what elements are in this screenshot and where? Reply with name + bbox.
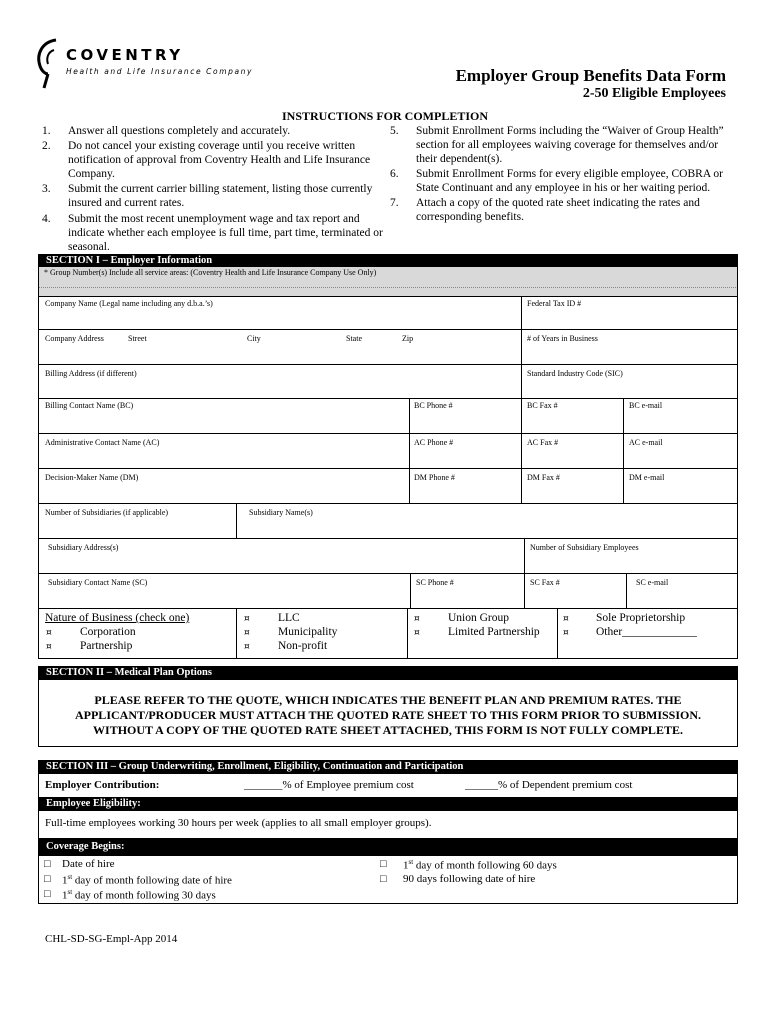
employee-eligibility-header: Employee Eligibility: <box>38 797 738 811</box>
corporation-checkbox[interactable]: ¤ <box>46 628 52 638</box>
instruction-text: Submit the current carrier billing statement, listing those currently <box>68 183 373 195</box>
first-day-following-30-label: 1st day of month following 30 days <box>62 888 216 902</box>
instruction-text: seasonal. <box>68 241 110 253</box>
row-divider <box>38 398 738 399</box>
row-divider <box>38 746 738 747</box>
years-in-business-field[interactable]: # of Years in Business <box>527 334 598 343</box>
instruction-number: 7. <box>390 197 399 209</box>
column-divider <box>236 503 237 538</box>
row-divider <box>38 433 738 434</box>
notice-line: PLEASE REFER TO THE QUOTE, WHICH INDICATES THE BENEFIT PLAN AND PREMIUM RATES. THE <box>94 693 682 707</box>
limited-partnership-label: Limited Partnership <box>448 626 540 638</box>
billing-address-field[interactable]: Billing Address (if different) <box>45 369 137 378</box>
form-title: Employer Group Benefits Data Form <box>455 66 726 85</box>
nonprofit-label: Non-profit <box>278 640 328 652</box>
first-day-following-60-label: 1st day of month following 60 days <box>403 858 557 872</box>
group-number-field[interactable] <box>38 267 738 297</box>
instruction-text: notification of approval from Coventry Health and Life Insurance <box>68 154 371 166</box>
instruction-text: Do not cancel your existing coverage until you receive written <box>68 140 356 152</box>
first-day-following-hire-checkbox[interactable]: □ <box>44 873 51 885</box>
instruction-text: Submit Enrollment Forms including the “Waiver of Group Health” <box>416 125 724 137</box>
company-name-field[interactable]: Company Name (Legal name including any d.b.a.’s) <box>45 299 213 308</box>
instruction-text: their dependent(s). <box>416 153 503 165</box>
instruction-text: section for all employees waiving coverage for themselves and/or <box>416 139 719 151</box>
column-divider <box>626 573 627 608</box>
street-label: Street <box>128 334 147 343</box>
nonprofit-checkbox[interactable]: ¤ <box>244 642 250 652</box>
limited-partnership-checkbox[interactable]: ¤ <box>414 628 420 638</box>
ac-phone-field[interactable]: AC Phone # <box>414 438 454 447</box>
company-logo-tagline: Health and Life Insurance Company <box>66 67 254 76</box>
instruction-text: Submit Enrollment Forms for every eligible employee, COBRA or <box>416 168 723 180</box>
column-divider <box>521 398 522 503</box>
other-checkbox[interactable]: ¤ <box>563 628 569 638</box>
section-1-header: SECTION I – Employer Information <box>38 254 738 268</box>
row-divider <box>38 538 738 539</box>
first-day-following-hire-label: 1st day of month following date of hire <box>62 873 232 887</box>
row-divider <box>38 503 738 504</box>
instruction-text: Attach a copy of the quoted rate sheet indicating the rates and <box>416 197 700 209</box>
table-border-left <box>38 254 39 659</box>
bc-email-field[interactable]: BC e-mail <box>629 401 663 410</box>
dependent-premium-field[interactable]: ______% of Dependent premium cost <box>465 779 633 791</box>
instructions-left-column <box>42 124 402 254</box>
subsidiary-contact-field[interactable]: Subsidiary Contact Name (SC) <box>48 578 148 587</box>
first-day-following-60-checkbox[interactable]: □ <box>380 858 387 870</box>
dm-phone-field[interactable]: DM Phone # <box>414 473 455 482</box>
num-subsidiaries-field[interactable]: Number of Subsidiaries (if applicable) <box>45 508 169 517</box>
instructions-right-column <box>390 124 735 234</box>
llc-label: LLC <box>278 612 300 624</box>
rate-sheet-notice <box>38 693 738 738</box>
bc-phone-field[interactable]: BC Phone # <box>414 401 453 410</box>
instruction-number: 5. <box>390 125 399 137</box>
column-divider <box>623 398 624 503</box>
row-divider <box>38 903 738 904</box>
instruction-text: Company. <box>68 168 115 180</box>
column-divider <box>521 297 522 398</box>
municipality-label: Municipality <box>278 626 338 638</box>
first-day-following-30-checkbox[interactable]: □ <box>44 888 51 900</box>
sc-fax-field[interactable]: SC Fax # <box>530 578 560 587</box>
dm-email-field[interactable]: DM e-mail <box>629 473 665 482</box>
corporation-label: Corporation <box>80 626 136 638</box>
sic-field[interactable]: Standard Industry Code (SIC) <box>527 369 623 378</box>
municipality-checkbox[interactable]: ¤ <box>244 628 250 638</box>
instruction-number: 2. <box>42 140 51 152</box>
date-of-hire-label: Date of hire <box>62 858 115 870</box>
instruction-text: State Continuant and any employee in his or her waiting period. <box>416 182 711 194</box>
column-divider <box>407 608 408 658</box>
instruction-number: 6. <box>390 168 399 180</box>
ninety-days-label: 90 days following date of hire <box>403 873 536 885</box>
admin-contact-field[interactable]: Administrative Contact Name (AC) <box>45 438 160 447</box>
ninety-days-checkbox[interactable]: □ <box>380 873 387 885</box>
partnership-checkbox[interactable]: ¤ <box>46 642 52 652</box>
employer-contribution-label: Employer Contribution: <box>45 779 160 791</box>
form-code: CHL-SD-SG-Empl-App 2014 <box>45 933 178 945</box>
employee-premium-field[interactable]: _______% of Employee premium cost <box>244 779 414 791</box>
company-logo-name: COVENTRY <box>66 46 184 64</box>
sole-proprietorship-checkbox[interactable]: ¤ <box>563 614 569 624</box>
subsidiary-employees-field[interactable]: Number of Subsidiary Employees <box>530 543 639 552</box>
column-divider <box>557 608 558 658</box>
subsidiary-address-field[interactable]: Subsidiary Address(s) <box>48 543 119 552</box>
instruction-text: Answer all questions completely and accurately. <box>68 125 291 137</box>
sc-phone-field[interactable]: SC Phone # <box>416 578 454 587</box>
sole-proprietorship-label: Sole Proprietorship <box>596 612 686 624</box>
eligibility-text: Full-time employees working 30 hours per week (applies to all small employer groups). <box>45 817 432 829</box>
row-divider <box>38 573 738 574</box>
coventry-logo-icon <box>34 36 62 90</box>
table-border-right <box>737 254 738 659</box>
coverage-begins-header: Coverage Begins: <box>38 838 738 856</box>
state-label: State <box>346 334 362 343</box>
row-divider <box>38 364 738 365</box>
column-divider <box>236 608 237 658</box>
union-group-label: Union Group <box>448 612 510 624</box>
sc-email-field[interactable]: SC e-mail <box>636 578 669 587</box>
decision-maker-field[interactable]: Decision-Maker Name (DM) <box>45 473 139 482</box>
federal-tax-id-field[interactable]: Federal Tax ID # <box>527 299 582 308</box>
table-border-right <box>737 760 738 903</box>
row-divider <box>38 468 738 469</box>
ac-email-field[interactable]: AC e-mail <box>629 438 663 447</box>
llc-checkbox[interactable]: ¤ <box>244 614 250 624</box>
instruction-number: 1. <box>42 125 51 137</box>
instructions-title: INSTRUCTIONS FOR COMPLETION <box>281 109 489 123</box>
instruction-text: indicate whether each employee is full time, part time, terminated or <box>68 227 383 239</box>
notice-line: WITHOUT A COPY OF THE QUOTED RATE SHEET ATTACHED, THIS FORM IS NOT FULLY COMPLETE. <box>93 723 683 737</box>
instruction-number: 3. <box>42 183 51 195</box>
row-divider <box>38 658 738 659</box>
section-2-header: SECTION II – Medical Plan Options <box>38 666 738 680</box>
row-divider <box>38 329 738 330</box>
billing-contact-field[interactable]: Billing Contact Name (BC) <box>45 401 134 410</box>
zip-label: Zip <box>402 334 414 343</box>
partnership-label: Partnership <box>80 640 133 652</box>
instruction-text: corresponding benefits. <box>416 211 524 223</box>
column-divider <box>524 573 525 608</box>
union-group-checkbox[interactable]: ¤ <box>414 614 420 624</box>
instruction-text: insured and current rates. <box>68 197 185 209</box>
column-divider <box>409 398 410 503</box>
form-subtitle: 2-50 Eligible Employees <box>582 86 726 101</box>
instruction-text: Submit the most recent unemployment wage and tax report and <box>68 213 360 225</box>
table-border-left <box>38 760 39 903</box>
subsidiary-names-field[interactable]: Subsidiary Name(s) <box>249 508 313 517</box>
nature-of-business-title: Nature of Business (check one) <box>45 612 190 624</box>
ac-fax-field[interactable]: AC Fax # <box>527 438 559 447</box>
other-label[interactable]: Other_____________ <box>596 626 697 638</box>
group-number-label: * Group Number(s) Include all service areas: (Coventry Health and Life Insurance Company Use Only) <box>44 268 377 277</box>
section-3-header: SECTION III – Group Underwriting, Enrollment, Eligibility, Continuation and Participation <box>38 760 738 774</box>
column-divider <box>410 573 411 608</box>
dm-fax-field[interactable]: DM Fax # <box>527 473 560 482</box>
date-of-hire-checkbox[interactable]: □ <box>44 858 51 870</box>
city-label: City <box>247 334 261 343</box>
dotted-line <box>38 287 738 288</box>
row-divider <box>38 608 738 609</box>
notice-line: APPLICANT/PRODUCER MUST ATTACH THE QUOTED RATE SHEET TO THIS FORM PRIOR TO SUBMISSION. <box>74 708 702 722</box>
bc-fax-field[interactable]: BC Fax # <box>527 401 558 410</box>
instruction-number: 4. <box>42 213 51 225</box>
column-divider <box>524 538 525 573</box>
company-address-field[interactable]: Company Address <box>45 334 104 343</box>
